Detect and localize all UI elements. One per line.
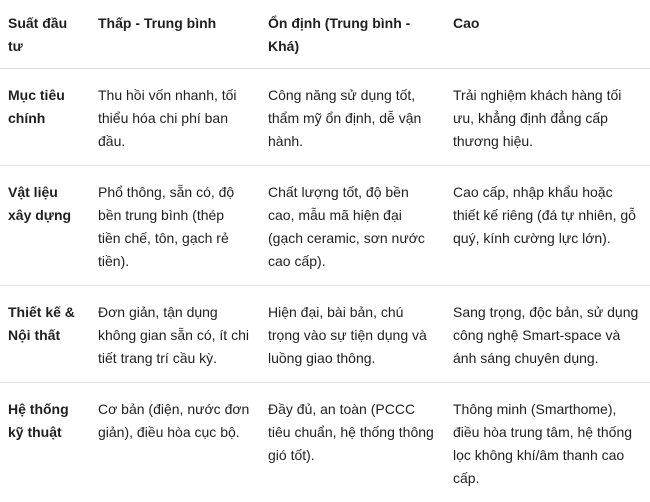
row-label: Mục tiêu chính — [0, 69, 90, 166]
table-cell: Cao cấp, nhập khẩu hoặc thiết kế riêng (đá tự nhiên, gỗ quý, kính cường lực lớn). — [445, 166, 650, 286]
table-row-materials — [0, 166, 650, 286]
row-label: Thiết kế & Nội thất — [0, 286, 90, 383]
table-cell: Thu hồi vốn nhanh, tối thiểu hóa chi phí ban đầu. — [90, 69, 260, 166]
header-stable: Ổn định (Trung bình - Khá) — [260, 0, 445, 69]
table-cell: Đầy đủ, an toàn (PCCC tiêu chuẩn, hệ thống thông gió tốt). — [260, 383, 445, 502]
table-cell: Hiện đại, bài bản, chú trọng vào sự tiện dụng và luồng giao thông. — [260, 286, 445, 383]
table-header-row — [0, 0, 650, 69]
table-cell: Chất lượng tốt, độ bền cao, mẫu mã hiện đại (gạch ceramic, sơn nước cao cấp). — [260, 166, 445, 286]
table-row-main-goal — [0, 69, 650, 166]
header-low-medium: Thấp - Trung bình — [90, 0, 260, 69]
table-row-technical-systems — [0, 383, 650, 502]
table-cell: Công năng sử dụng tốt, thẩm mỹ ổn định, dễ vận hành. — [260, 69, 445, 166]
header-investment-level: Suất đầu tư — [0, 0, 90, 69]
row-label: Vật liệu xây dựng — [0, 166, 90, 286]
table-cell: Thông minh (Smarthome), điều hòa trung tâm, hệ thống lọc không khí/âm thanh cao cấp. — [445, 383, 650, 502]
table-cell: Đơn giản, tận dụng không gian sẵn có, ít chi tiết trang trí cầu kỳ. — [90, 286, 260, 383]
header-high: Cao — [445, 0, 650, 69]
table-cell: Sang trọng, độc bản, sử dụng công nghệ Smart-space và ánh sáng chuyên dụng. — [445, 286, 650, 383]
row-label: Hệ thống kỹ thuật — [0, 383, 90, 502]
table-cell: Phổ thông, sẵn có, độ bền trung bình (thép tiền chế, tôn, gạch rẻ tiền). — [90, 166, 260, 286]
table-row-design-interior — [0, 286, 650, 383]
table-cell: Trải nghiệm khách hàng tối ưu, khẳng định đẳng cấp thương hiệu. — [445, 69, 650, 166]
table-cell: Cơ bản (điện, nước đơn giản), điều hòa cục bộ. — [90, 383, 260, 502]
